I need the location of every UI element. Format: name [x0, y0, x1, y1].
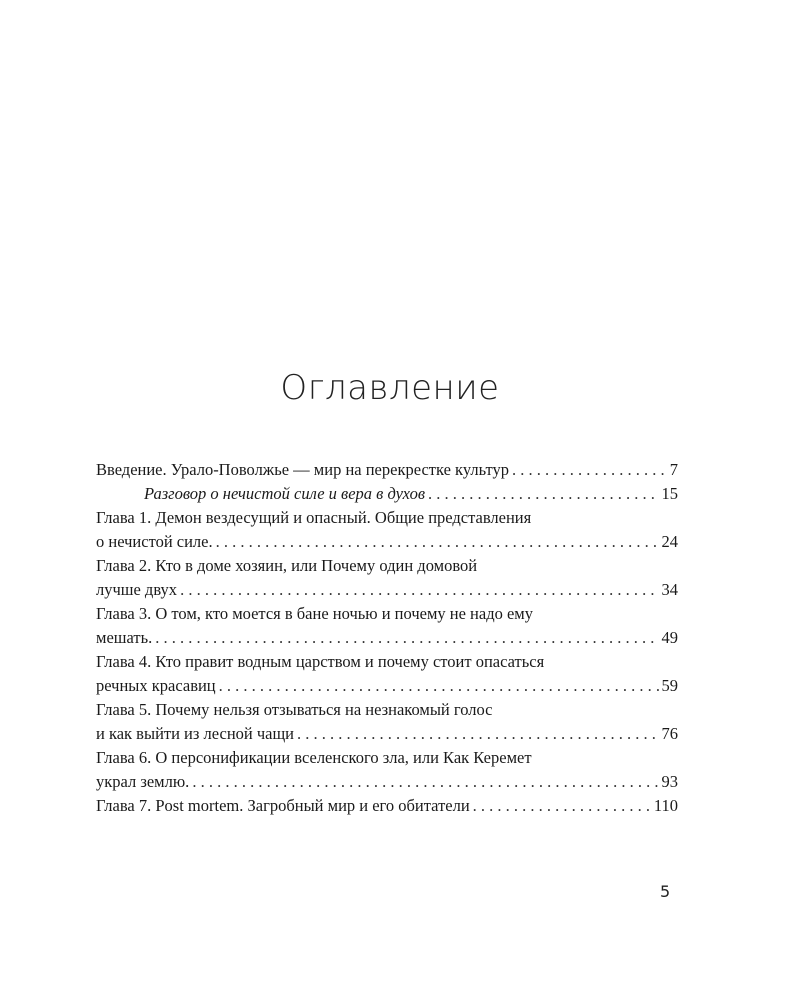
- toc-entry-title: Введение. Урало-Поволжье — мир на перекрестке культур: [96, 460, 509, 479]
- toc-entry-title: речных красавиц: [96, 676, 216, 695]
- toc-entry: [96, 794, 678, 818]
- toc-entry-title: лучше двух: [96, 580, 178, 599]
- dot-leader: [155, 626, 658, 650]
- toc-line: [96, 722, 678, 746]
- toc-line: [96, 746, 678, 770]
- toc-entry: [96, 650, 678, 698]
- toc-page-number: 7: [669, 460, 678, 479]
- toc-entry-title: мешать.: [96, 628, 153, 647]
- toc-line: [96, 578, 678, 602]
- toc-entry-title: Глава 2. Кто в доме хозяин, или Почему один домовой: [96, 556, 478, 575]
- toc-entry-title: Глава 4. Кто правит водным царством и почему стоит опасаться: [96, 652, 545, 671]
- toc-page-number: 49: [661, 628, 678, 647]
- toc-entry-title: и как выйти из лесной чащи: [96, 724, 295, 743]
- toc-entry: [96, 698, 678, 746]
- toc-entry: [96, 482, 678, 506]
- toc-line: [96, 770, 678, 794]
- toc-line: [96, 530, 678, 554]
- dot-leader: [180, 578, 658, 602]
- toc-line: [96, 458, 678, 482]
- toc-entry-title: Глава 7. Post mortem. Загробный мир и его обитатели: [96, 796, 470, 815]
- toc-page-number: 59: [661, 676, 678, 695]
- toc-entry: [96, 458, 678, 482]
- toc-page-number: 15: [661, 484, 678, 503]
- toc-entry: [96, 602, 678, 650]
- dot-leader: [473, 794, 651, 818]
- dot-leader: [192, 770, 658, 794]
- toc-entry-title: Разговор о нечистой силе и вера в духов: [144, 484, 426, 503]
- toc-entry-title: Глава 3. О том, кто моется в бане ночью и почему не надо ему: [96, 604, 533, 623]
- toc-line: [96, 698, 678, 722]
- dot-leader: [428, 482, 658, 506]
- dot-leader: [219, 674, 659, 698]
- toc-page-number: 93: [661, 772, 678, 791]
- toc-line: [96, 506, 678, 530]
- dot-leader: [297, 722, 658, 746]
- toc-entry: [96, 506, 678, 554]
- toc-line: [96, 482, 678, 506]
- toc-page-number: 76: [661, 724, 678, 743]
- toc-page-number: 34: [661, 580, 678, 599]
- toc-line: [96, 650, 678, 674]
- toc-line: [96, 554, 678, 578]
- toc-entry-title: украл землю.: [96, 772, 190, 791]
- toc-line: [96, 794, 678, 818]
- page-title: Оглавление: [280, 368, 500, 408]
- toc-entry-title: Глава 1. Демон вездесущий и опасный. Общие представления: [96, 508, 532, 527]
- dot-leader: [216, 530, 659, 554]
- toc-entry: [96, 746, 678, 794]
- toc-page-number: 24: [661, 532, 678, 551]
- toc-page-number: 110: [653, 796, 678, 815]
- toc-entry-title: Глава 6. О персонификации вселенского зла, или Как Керемет: [96, 748, 532, 767]
- page-number: 5: [660, 882, 671, 901]
- toc-line: [96, 626, 678, 650]
- toc-entry-title: о нечистой силе.: [96, 532, 213, 551]
- toc-line: [96, 674, 678, 698]
- toc-entry: [96, 554, 678, 602]
- table-of-contents: [96, 458, 678, 818]
- toc-line: [96, 602, 678, 626]
- dot-leader: [512, 458, 667, 482]
- toc-entry-title: Глава 5. Почему нельзя отзываться на незнакомый голос: [96, 700, 493, 719]
